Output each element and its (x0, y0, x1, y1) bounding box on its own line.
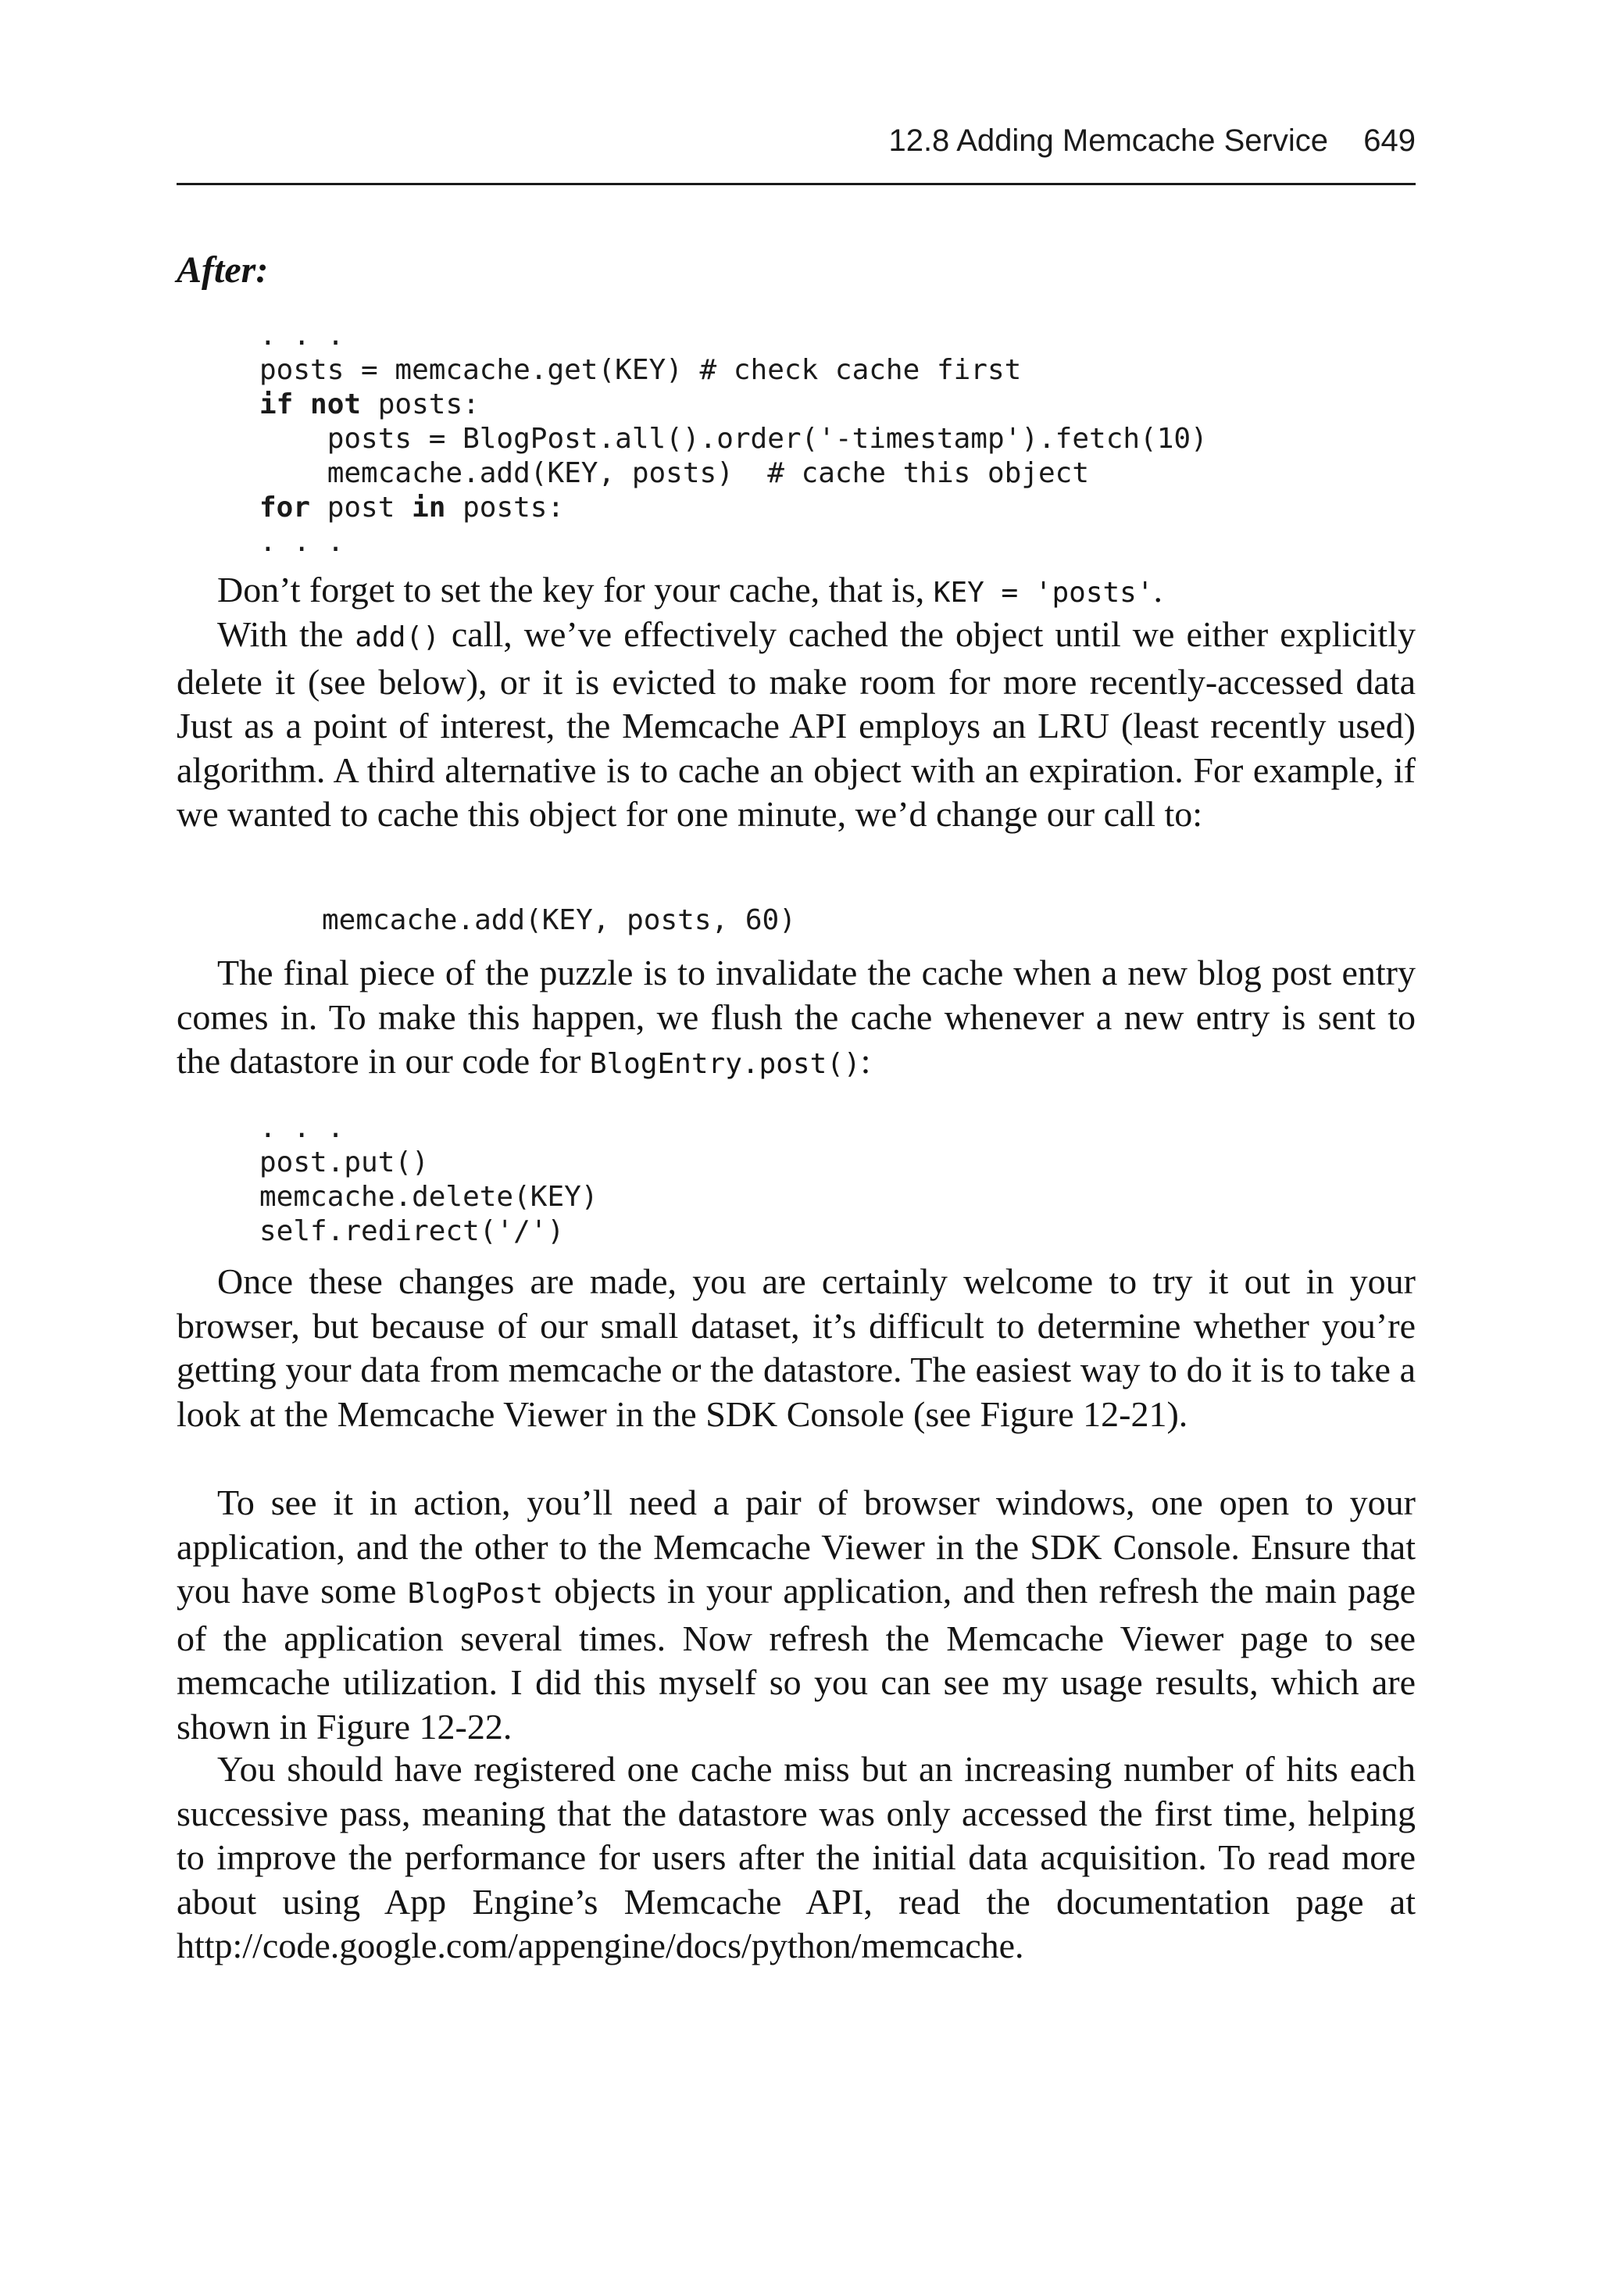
paragraph-see-in-action (177, 1481, 1416, 1749)
paragraph-text: Don’t forget to set the key for your cache, that is, (217, 570, 934, 610)
paragraph-text: : (860, 1041, 871, 1081)
paragraph-text: objects in your application, and then refresh the main page of the application several times. Now refresh the Memcache Viewer page to see memcache utilization. I did this myself so you can see my usage results, which are shown in Figure 12-22. (177, 1571, 1416, 1747)
running-head (177, 117, 1416, 185)
code-block-flush (259, 1111, 598, 1249)
code-line: posts = memcache.get(KEY) # check cache first (259, 354, 1022, 386)
inline-code: BlogPost (407, 1578, 544, 1610)
code-line: posts = BlogPost.all().order('-timestamp').fetch(10) (259, 423, 1208, 455)
code-keyword: not (310, 388, 362, 420)
paragraph-cache-results: You should have registered one cache miss but an increasing number of hits each successive pass, meaning that the datastore was only accessed the first time, helping to improve the performance for users after the initial data acquisition. To read more about using App Engine’s Memcache API, read the documentation page at http://code.google.com/appengine/docs/​python/memcache. (177, 1749, 1416, 1965)
paragraph-text: The final piece of the puzzle is to invalidate the cache when a new blog post entry comes in. To make this happen, we flush the cache whenever a new entry is sent to the datastore in our code for (177, 953, 1416, 1081)
code-line (259, 491, 1208, 525)
inline-code: add() (355, 621, 440, 653)
code-line: self.redirect('/') (259, 1215, 565, 1247)
paragraph-text: To see it in action, you’ll need a pair of browser windows, one open to your application, and the other to the Memcache Viewer in the SDK Console. Ensure that you have some (177, 1482, 1416, 1611)
paragraph-add-call (177, 613, 1416, 837)
code-text: posts: (361, 388, 480, 420)
code-line: memcache.add(KEY, posts) # cache this object (259, 457, 1090, 489)
code-line (259, 388, 1208, 422)
code-line: . . . (259, 320, 345, 352)
code-text: posts: (445, 492, 565, 524)
code-line: . . . (259, 526, 345, 558)
code-block-expiration (322, 903, 796, 938)
section-title: 12.8 Adding Memcache Service (888, 123, 1328, 158)
code-keyword: if (259, 388, 294, 420)
code-line: memcache.add(KEY, posts, 60) (322, 904, 796, 936)
code-keyword: for (259, 492, 311, 524)
code-block-after (259, 319, 1208, 560)
paragraph-invalidate-cache (177, 951, 1416, 1087)
paragraph-text: call, we’ve effectively cached the object until we either explicitly delete it (see below), or it is evicted to make room for more recently-accessed data Just as a point of interest, the Memcache API employs an LRU (least recently used) algorithm. A third alternative is to cache an object with an expiration. For example, if we wanted to cache this object for one minute, we’d change our call to: (177, 614, 1416, 834)
paragraph-try-it-out: Once these changes are made, you are certainly welcome to try it out in your browser, but because of our small dataset, it’s difficult to determine whether you’re getting your data from memcache or the datastore. The easiest way to do it is to take a look at the Memcache Viewer in the SDK Console (see Figure 12-21). (177, 1261, 1416, 1434)
paragraph-cache-key (177, 568, 1416, 616)
paragraph-text: . (1153, 570, 1163, 610)
paragraph-text: With the (217, 614, 355, 654)
inline-code: BlogEntry.post() (589, 1048, 861, 1080)
inline-code: KEY = 'posts' (933, 577, 1154, 609)
code-text: post (310, 492, 412, 524)
code-keyword: in (412, 492, 446, 524)
code-line: memcache.delete(KEY) (259, 1181, 598, 1213)
page-number: 649 (1363, 123, 1416, 158)
code-line: . . . (259, 1112, 345, 1144)
after-label: After: (177, 249, 269, 291)
code-line: post.put() (259, 1146, 429, 1178)
